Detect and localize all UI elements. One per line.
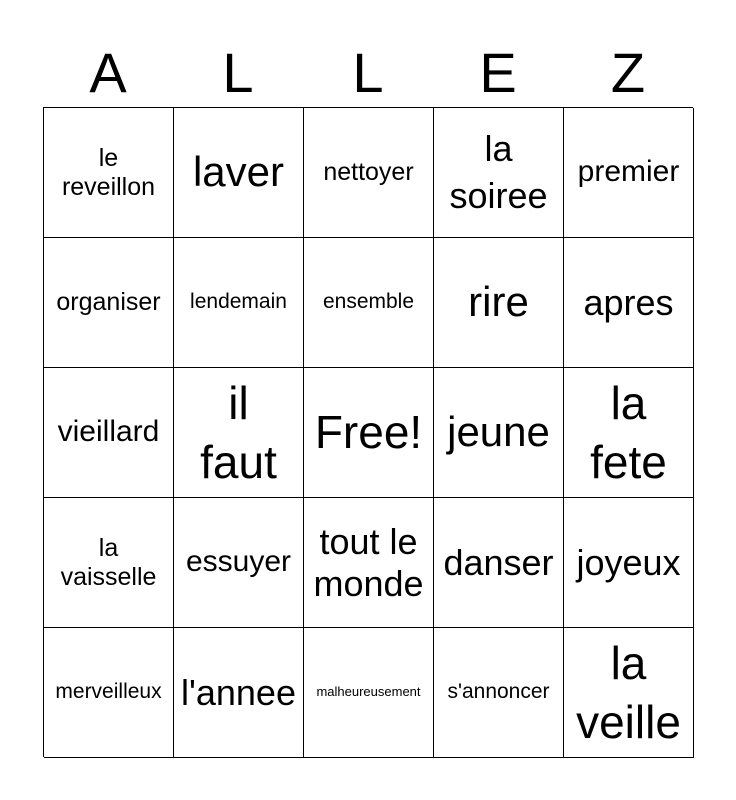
- header-letter-l1: L: [222, 41, 254, 104]
- cell-text: le reveillon: [61, 143, 156, 201]
- bingo-cell-r0-c1[interactable]: [174, 108, 304, 238]
- header-letter-a: A: [89, 41, 127, 104]
- bingo-cell-r0-c0[interactable]: [44, 108, 174, 238]
- cell-text: apres: [583, 281, 674, 323]
- cell-text: vieillard: [57, 415, 160, 449]
- cell-text: laver: [192, 148, 285, 196]
- bingo-cell-r4-c1[interactable]: [174, 628, 304, 758]
- cell-text: jeune: [447, 408, 550, 456]
- bingo-cell-r4-c4[interactable]: [564, 628, 694, 758]
- bingo-cell-r1-c3[interactable]: [434, 238, 564, 368]
- cell-text: danser: [443, 541, 554, 583]
- bingo-cell-r4-c2[interactable]: [304, 628, 434, 758]
- bingo-cell-r0-c2[interactable]: [304, 108, 434, 238]
- bingo-cell-r1-c1[interactable]: [174, 238, 304, 368]
- bingo-cell-r0-c4[interactable]: [564, 108, 694, 238]
- bingo-cell-r1-c0[interactable]: [44, 238, 174, 368]
- cell-text: tout le monde: [313, 521, 424, 604]
- header-letter-z: Z: [610, 41, 646, 104]
- cell-text: essuyer: [185, 545, 292, 579]
- bingo-cell-r2-c1[interactable]: [174, 368, 304, 498]
- header-letter-l2: L: [352, 41, 384, 104]
- bingo-cell-r3-c0[interactable]: [44, 498, 174, 628]
- bingo-cell-r2-c0[interactable]: [44, 368, 174, 498]
- header-letter-e: E: [479, 41, 517, 104]
- bingo-cell-r1-c2[interactable]: [304, 238, 434, 368]
- free-space-text: Free!: [314, 406, 423, 459]
- cell-text: joyeux: [576, 541, 681, 583]
- cell-text: la soiree: [449, 128, 548, 216]
- cell-text: il faut: [200, 376, 277, 488]
- cell-text: l'annee: [181, 671, 296, 713]
- cell-text: ensemble: [322, 290, 415, 314]
- cell-text: la veille: [576, 636, 681, 748]
- cell-text: la fete: [590, 376, 667, 488]
- bingo-cell-r4-c3[interactable]: [434, 628, 564, 758]
- bingo-cell-r3-c4[interactable]: [564, 498, 694, 628]
- bingo-cell-r4-c0[interactable]: [44, 628, 174, 758]
- cell-text: rire: [468, 278, 529, 326]
- bingo-cell-r3-c3[interactable]: [434, 498, 564, 628]
- cell-text: lendemain: [190, 290, 287, 314]
- bingo-cell-r0-c3[interactable]: [434, 108, 564, 238]
- bingo-cell-r3-c1[interactable]: [174, 498, 304, 628]
- bingo-cell-r3-c2[interactable]: [304, 498, 434, 628]
- bingo-cell-r1-c4[interactable]: [564, 238, 694, 368]
- bingo-cell-r2-c3[interactable]: [434, 368, 564, 498]
- cell-text: malheureusement: [316, 684, 421, 700]
- bingo-header: [43, 38, 693, 108]
- cell-text: merveilleux: [55, 680, 162, 704]
- cell-text: nettoyer: [323, 158, 414, 187]
- cell-text: s'annoncer: [447, 680, 550, 704]
- cell-text: la vaisselle: [60, 533, 157, 591]
- cell-text: premier: [577, 155, 680, 189]
- bingo-cell-free-space[interactable]: [304, 368, 434, 498]
- bingo-cell-r2-c4[interactable]: [564, 368, 694, 498]
- bingo-board: [43, 107, 693, 757]
- cell-text: organiser: [56, 288, 161, 317]
